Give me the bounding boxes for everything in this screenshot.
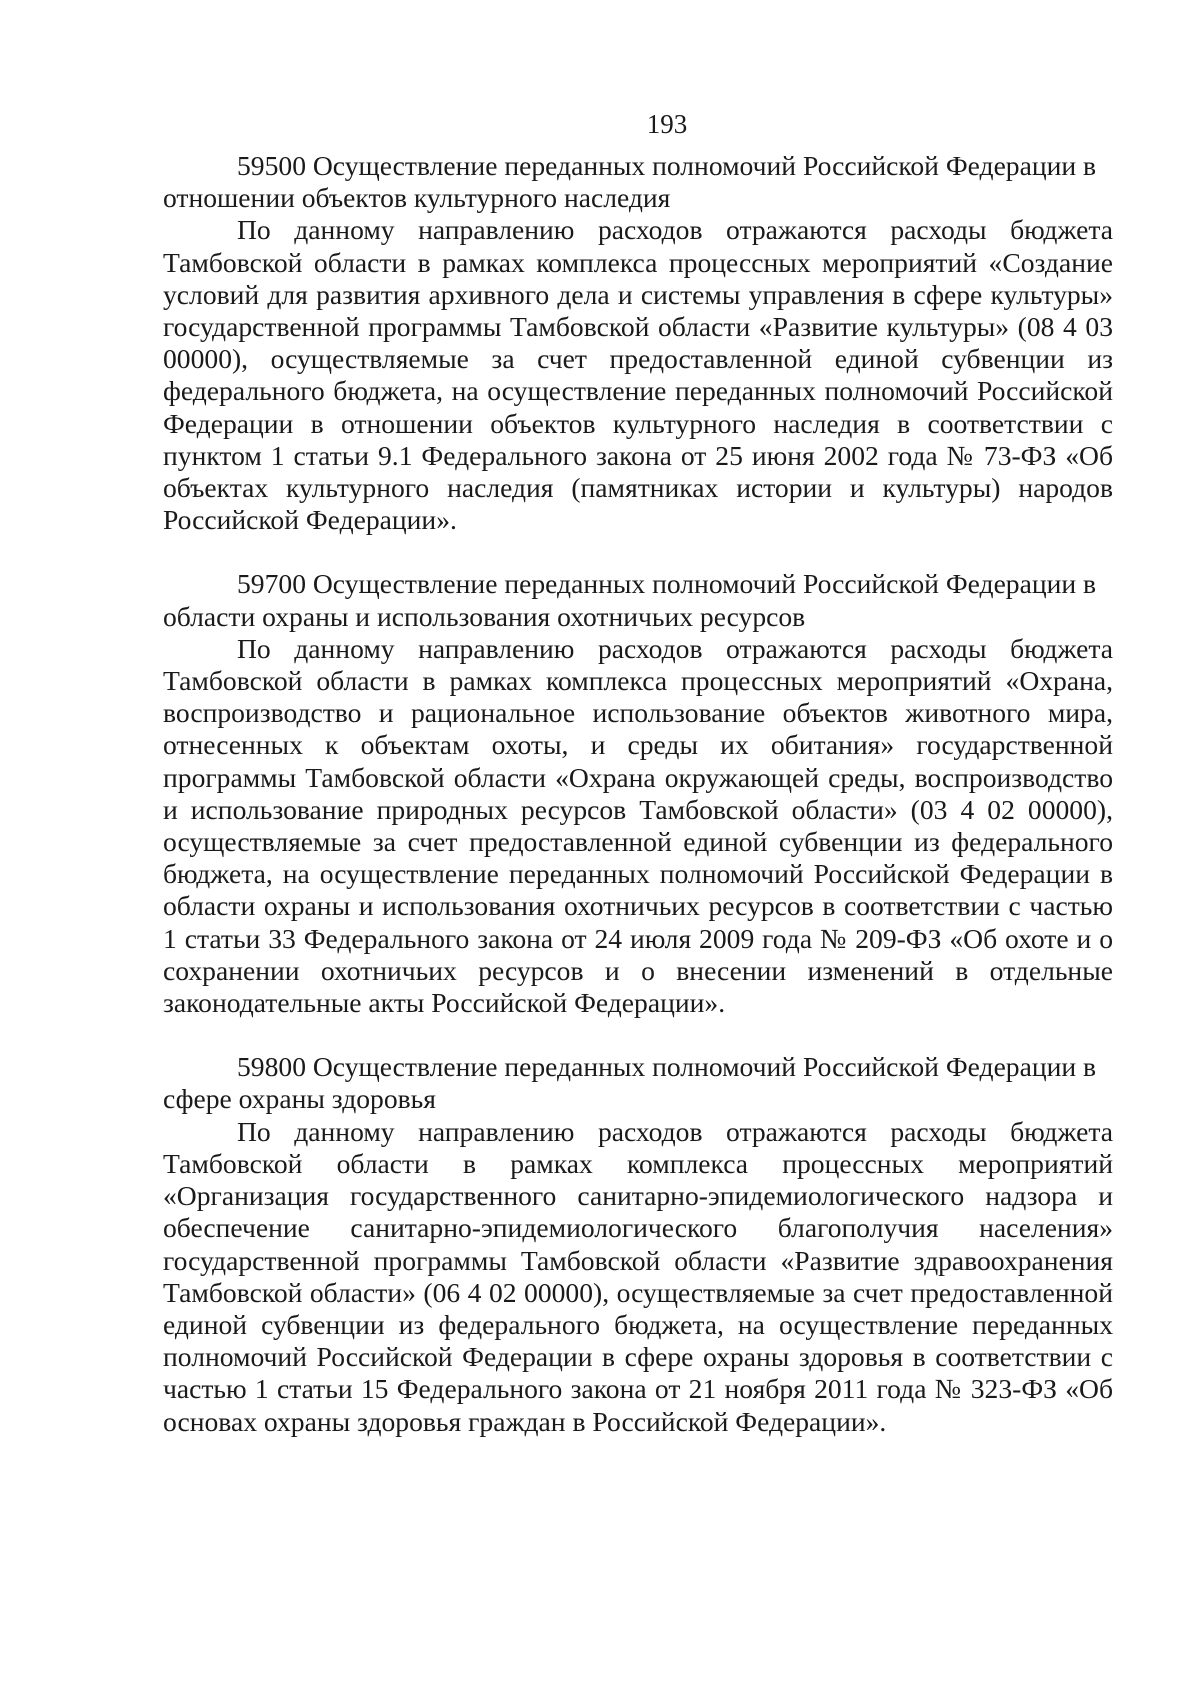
section-59800 [163,1051,1113,1437]
section-body: По данному направлению расходов отражаются расходы бюджета Тамбовской области в рамках комплекса процессных мероприятий «Организация государственного санитарно-эпидемиологического надзора и обеспечение санитарно-эпидемиологического благополучия населения» государственной программы Тамбовской области «Развитие здравоохранения Тамбовской области» (06 4 02 00000), осуществляемые за счет предоставленной единой субвенции из федерального бюджета, на осуществление переданных полномочий Российской Федерации в сфере охраны здоровья в соответствии с частью 1 статьи 15 Федерального закона от 21 ноября 2011 года № 323-ФЗ «Об основах охраны здоровья граждан в Российской Федерации». [163,1115,1113,1437]
document-page [163,108,1113,1438]
section-59500 [163,150,1113,536]
section-59700 [163,568,1113,1019]
section-heading: 59500 Осуществление переданных полномочий Российской Федерации в отношении объектов культурного наследия [163,150,1097,214]
section-body: По данному направлению расходов отражаются расходы бюджета Тамбовской области в рамках комплекса процессных мероприятий «Охрана, воспроизводство и рациональное использование объектов животного мира, отнесенных к объектам охоты, и среды их обитания» государственной программы Тамбовской области «Охрана окружающей среды, воспроизводство и использование природных ресурсов Тамбовской области» (03 4 02 00000), осуществляемые за счет предоставленной единой субвенции из федерального бюджета, на осуществление переданных полномочий Российской Федерации в области охраны и использования охотничьих ресурсов в соответствии с частью 1 статьи 33 Федерального закона от 24 июля 2009 года № 209-ФЗ «Об охоте и о сохранении охотничьих ресурсов и о внесении изменений в отдельные законодательные акты Российской Федерации». [163,632,1113,1019]
section-heading: 59700 Осуществление переданных полномочий Российской Федерации в области охраны и использования охотничьих ресурсов [163,568,1097,632]
page-number: 193 [646,109,688,139]
section-heading: 59800 Осуществление переданных полномочий Российской Федерации в сфере охраны здоровья [163,1051,1097,1115]
section-body: По данному направлению расходов отражаются расходы бюджета Тамбовской области в рамках комплекса процессных мероприятий «Создание условий для развития архивного дела и системы управления в сфере культуры» государственной программы Тамбовской области «Развитие культуры» (08 4 03 00000), осуществляемые за счет предоставленной единой субвенции из федерального бюджета, на осуществление переданных полномочий Российской Федерации в отношении объектов культурного наследия в соответствии с пунктом 1 статьи 9.1 Федерального закона от 25 июня 2002 года № 73-ФЗ «Об объектах культурного наследия (памятниках истории и культуры) народов Российской Федерации». [163,214,1113,536]
